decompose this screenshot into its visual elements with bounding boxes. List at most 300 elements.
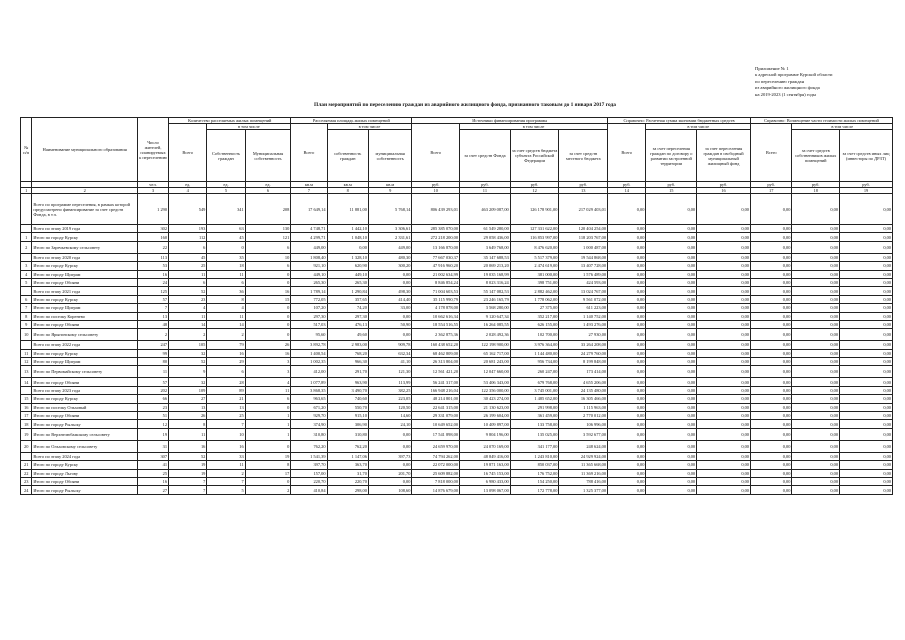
table-cell: 11 [207, 312, 245, 320]
table-cell: 41 [138, 461, 169, 469]
index-cell: 8 [327, 188, 368, 194]
table-cell: Всего по этапу 2020 года [32, 253, 138, 261]
header-group-count: Количество расселяемых жилых помещений [169, 118, 291, 124]
table-cell: 12 [138, 420, 169, 428]
table-cell: 0,00 [792, 386, 840, 394]
table-cell: 0,00 [646, 194, 697, 225]
index-cell: 4 [169, 188, 207, 194]
table-cell: 0,00 [751, 295, 792, 303]
table-cell: 8 [21, 312, 32, 320]
table-cell: 0,00 [751, 403, 792, 411]
table-cell: 48 849 416,00 [460, 452, 511, 460]
table-cell: 0 [245, 329, 291, 341]
appendix-line: из аварийного жилищного фонда [755, 85, 820, 91]
table-cell: 0,00 [792, 233, 840, 241]
table-cell: 0,00 [792, 329, 840, 341]
table-cell: Итого по городу Обояни [32, 412, 138, 420]
unit-cell: кв.м [327, 182, 368, 188]
table-cell: 106 996,00 [559, 420, 608, 428]
header-group-savings: Справочно: Расчетная сумма экономии бюджетных средств [608, 118, 751, 124]
table-cell: 36 [207, 287, 245, 295]
index-cell: 2 [32, 188, 138, 194]
table-cell: 30 423 274,00 [460, 395, 511, 403]
table-cell: 6 [245, 262, 291, 270]
index-cell: 13 [559, 188, 608, 194]
table-cell: 611 223,00 [559, 304, 608, 312]
table-cell: 0,00 [646, 270, 697, 278]
table-cell: 27 [138, 486, 169, 494]
table-cell: 176 752,00 [510, 469, 559, 477]
table-cell: 8 199 848,00 [559, 358, 608, 366]
table-cell: 0,00 [646, 395, 697, 403]
table-row [21, 486, 893, 494]
table-cell: 921,10 [291, 262, 327, 270]
unit-cell: ед. [207, 182, 245, 188]
table-cell: 1 485 652,00 [510, 395, 559, 403]
table-cell: 740,60 [327, 395, 368, 403]
table-cell: 963,65 [291, 395, 327, 403]
table-cell: 1 808,40 [291, 253, 327, 261]
header-inclusive: в том числе [792, 124, 893, 130]
table-cell: Итого по поселку Ольховый [32, 403, 138, 411]
table-cell: 16 [207, 349, 245, 357]
table-cell: 13 [169, 403, 207, 411]
table-cell: 0,00 [646, 349, 697, 357]
header-subject-budget: за счет средств бюджета субъекта Российской Федерации [510, 130, 559, 182]
table-cell: 125 [138, 287, 169, 295]
unit-cell: ед. [169, 182, 207, 188]
table-cell: 0,00 [840, 253, 893, 261]
table-cell: 0,00 [697, 262, 751, 270]
table-cell: 22 072 000,00 [412, 461, 460, 469]
table-cell: 113,99 [368, 378, 411, 386]
table-cell: 3 568 280,00 [460, 304, 511, 312]
table-cell: 357,65 [327, 295, 368, 303]
table-cell: 122 198 900,00 [460, 341, 511, 349]
table-cell: 61 549 280,00 [460, 225, 511, 233]
table-cell: 14 [21, 378, 32, 386]
table-cell: 0,00 [608, 420, 646, 428]
table-cell: 0,00 [646, 403, 697, 411]
table-cell: 0,00 [646, 233, 697, 241]
table-cell: 1 778 062,00 [510, 295, 559, 303]
table-cell: 13 407 728,00 [559, 262, 608, 270]
table-cell: 915,10 [327, 412, 368, 420]
document-title: План мероприятий по переселению граждан из аварийного жилищного фонда, признанного таковым до 1 января 2017 года [314, 102, 616, 108]
table-cell: 27 930,00 [559, 329, 608, 341]
table-cell: 19 035 168,99 [460, 270, 511, 278]
table-cell: 0,00 [751, 440, 792, 452]
table-cell: 21 [207, 395, 245, 403]
table-cell: 48 214 801,00 [412, 395, 460, 403]
table-cell: 0,00 [646, 378, 697, 386]
table-cell: 0,00 [608, 358, 646, 366]
table-cell: 265,30 [291, 278, 327, 286]
table-cell: 31,70 [327, 469, 368, 477]
table-cell: 19 [245, 452, 291, 460]
index-cell: 10 [412, 188, 460, 194]
table-cell: 2 [169, 329, 207, 341]
table-cell: 11 [245, 386, 291, 394]
table-cell: 0,00 [697, 341, 751, 349]
table-cell: Итого по городу Рыльску [32, 420, 138, 428]
table-cell: 9 561 072,00 [559, 295, 608, 303]
table-cell: 806 439 293,01 [412, 194, 460, 225]
table-cell: 105 [169, 341, 207, 349]
appendix-line: к адресной программе Курской области [755, 72, 833, 78]
table-cell [21, 225, 32, 233]
table-cell [21, 253, 32, 261]
table-cell: Итого по городу Обояни [32, 278, 138, 286]
table-cell: 0,00 [840, 486, 893, 494]
table-cell: 28 [207, 378, 245, 386]
table-cell: 10 409 897,00 [460, 420, 511, 428]
table-cell: 74 794 262,00 [412, 452, 460, 460]
table-cell: 0,00 [646, 304, 697, 312]
table-cell: 6 [207, 278, 245, 286]
table-cell: 1 400,54 [291, 349, 327, 357]
table-cell: 0,00 [697, 295, 751, 303]
appendix-line: Приложение № 1 [755, 66, 789, 71]
table-cell: 0,00 [368, 461, 411, 469]
table-cell: 0,00 [751, 225, 792, 233]
table-cell: 113 [138, 253, 169, 261]
table-cell: 31 [138, 440, 169, 452]
table-cell: 49,60 [327, 329, 368, 341]
header-group-area: Расселяемая площадь жилых помещений [291, 118, 412, 124]
table-cell: 10 662 616,34 [412, 312, 460, 320]
table-cell: 397,73 [368, 452, 411, 460]
table-cell: 0,00 [697, 278, 751, 286]
table-cell: 381 000,00 [510, 270, 559, 278]
table-cell [21, 386, 32, 394]
table-cell: 7 [169, 477, 207, 485]
table-cell: 80 [138, 358, 169, 366]
table-cell: 1 000 487,00 [559, 241, 608, 253]
index-cell: 6 [245, 188, 291, 194]
table-cell: 626 155,00 [510, 320, 559, 328]
table-cell: 0,00 [646, 312, 697, 320]
header-name: Наименование муниципального образования [32, 118, 138, 182]
table-cell: 0,00 [608, 428, 646, 440]
table-cell: 2 770 012,00 [559, 412, 608, 420]
table-cell: 11 881,00 [327, 194, 368, 225]
table-cell: 10 [21, 329, 32, 341]
table-cell: 24 279 760,00 [559, 349, 608, 357]
table-cell: 0,00 [608, 233, 646, 241]
table-cell: 0 [207, 241, 245, 253]
table-cell: 3 592 677,00 [559, 428, 608, 440]
table-row [21, 262, 893, 270]
table-cell: 297,30 [327, 312, 368, 320]
table-cell: 52 [169, 287, 207, 295]
table-cell: 10 [207, 428, 245, 440]
table-cell: 10 649 652,00 [412, 420, 460, 428]
table-cell: 108,60 [368, 486, 411, 494]
table-cell: 1 048,10 [327, 233, 368, 241]
table-cell: 16 [138, 477, 169, 485]
table-row [21, 428, 893, 440]
table-cell: 352 217,00 [510, 312, 559, 320]
table-cell: 0 [245, 440, 291, 452]
unit-cell: руб. [751, 182, 792, 188]
table-cell: 0,00 [697, 349, 751, 357]
table-row [21, 295, 893, 303]
table-cell: 0,00 [792, 395, 840, 403]
table-cell: 160 438 652,20 [412, 341, 460, 349]
table-cell: 0,00 [840, 469, 893, 477]
table-cell: 0,00 [751, 378, 792, 386]
table-cell: 23 [21, 477, 32, 485]
table-cell: Итого по городу Обояни [32, 320, 138, 328]
table-cell: 13 024 767,00 [559, 287, 608, 295]
table-cell: 0,00 [751, 469, 792, 477]
table-cell: 272 218 200,00 [412, 233, 460, 241]
table-cell [21, 341, 32, 349]
table-cell: 374,90 [291, 420, 327, 428]
table-cell: 0,00 [608, 320, 646, 328]
table-cell: 173 414,00 [559, 366, 608, 378]
table-cell: 0,00 [646, 287, 697, 295]
table-cell: 0,00 [792, 341, 840, 349]
table-cell: 0,00 [792, 469, 840, 477]
table-cell: 35 147 688,53 [460, 253, 511, 261]
table-cell: 398 751,00 [510, 278, 559, 286]
table-cell: 297,30 [291, 312, 327, 320]
header-ref-free-fund: за счет переселения граждан в свободный муниципальный жилищный фонд [697, 130, 751, 182]
unit-cell: руб. [412, 182, 460, 188]
header-area-citizens: собственность граждан [327, 130, 368, 182]
table-row [21, 477, 893, 485]
table-cell: 0,00 [646, 329, 697, 341]
table-cell: 788 416,00 [559, 477, 608, 485]
unit-cell: руб. [460, 182, 511, 188]
table-cell: 4 [21, 270, 32, 278]
table-cell: 24 070 169,00 [460, 440, 511, 452]
table-cell: 25 [169, 262, 207, 270]
table-cell: 0,00 [840, 428, 893, 440]
table-cell: 0,00 [697, 420, 751, 428]
table-cell: 0,00 [646, 295, 697, 303]
table-cell: 0,00 [697, 366, 751, 378]
table-cell: 0,00 [697, 194, 751, 225]
table-cell: 0,00 [840, 287, 893, 295]
table-cell: 52 [169, 358, 207, 366]
table-cell: 0,00 [608, 253, 646, 261]
table-cell: 549 [169, 194, 207, 225]
table-cell: 2 331,61 [368, 233, 411, 241]
index-cell: 9 [368, 188, 411, 194]
table-cell: 306,90 [327, 420, 368, 428]
table-cell: 15 [21, 395, 32, 403]
table-cell: 57 [138, 295, 169, 303]
table-cell: 63 [207, 225, 245, 233]
table-cell: 0,00 [840, 440, 893, 452]
table-cell: 0,00 [840, 452, 893, 460]
table-cell: 16 745 153,00 [460, 469, 511, 477]
table-cell: 0,00 [608, 241, 646, 253]
table-row [21, 304, 893, 312]
header-ref-owners: за счет средств собственников жилых помещений [792, 130, 840, 182]
table-cell: 632,34 [368, 349, 411, 357]
table-cell: 1 147,06 [327, 452, 368, 460]
table-cell: 247 [138, 341, 169, 349]
table-cell: 65 162 717,00 [460, 349, 511, 357]
table-cell: 6 [21, 295, 32, 303]
table-cell: 341 177,00 [510, 440, 559, 452]
table-cell: 20 [21, 440, 32, 452]
table-cell: 1 325 377,00 [559, 486, 608, 494]
index-cell: 5 [207, 188, 245, 194]
table-cell: 3 306,61 [368, 225, 411, 233]
table-cell: 414,40 [368, 295, 411, 303]
table-cell: 291 998,00 [510, 403, 559, 411]
table-cell: 0,00 [608, 366, 646, 378]
table-cell: 11 [21, 349, 32, 357]
table-cell: 0,00 [608, 378, 646, 386]
table-cell: 449,10 [291, 270, 327, 278]
table-cell: 25 609 882,00 [412, 469, 460, 477]
table-cell: 51 [138, 412, 169, 420]
table-cell: 4 178 878,00 [412, 304, 460, 312]
unit-cell: руб. [608, 182, 646, 188]
table-cell: 0,00 [840, 477, 893, 485]
table-cell: 133 758,00 [510, 420, 559, 428]
table-cell: 909,78 [368, 341, 411, 349]
table-cell: 1 290,84 [327, 287, 368, 295]
table-cell: 13 166 870,00 [412, 241, 460, 253]
table-cell: Итого по городу Обояни [32, 477, 138, 485]
table-cell: 850 037,00 [510, 461, 559, 469]
table-cell: 3 745 001,00 [510, 386, 559, 394]
table-cell: 11 [207, 461, 245, 469]
resettlement-table [20, 117, 893, 495]
table-cell: 26 199 604,00 [460, 412, 511, 420]
appendix-note [755, 66, 900, 98]
table-cell: 77 667 030,37 [412, 253, 460, 261]
table-cell: 410,84 [291, 486, 327, 494]
table-cell [21, 452, 32, 460]
table-cell: 14 [169, 320, 207, 328]
table-cell: 16 [245, 287, 291, 295]
table-cell: 220,70 [291, 477, 327, 485]
table-cell: 0,00 [840, 320, 893, 328]
table-cell: Итого по городу Курску [32, 461, 138, 469]
table-cell: 0,00 [646, 241, 697, 253]
table-cell: 0,00 [751, 233, 792, 241]
table-cell: 19 544 868,00 [559, 253, 608, 261]
table-cell: 2 882 462,00 [510, 287, 559, 295]
table-cell: 71 004 603,53 [412, 287, 460, 295]
index-cell: 19 [840, 188, 893, 194]
table-cell: 620,90 [327, 262, 368, 270]
table-cell: 0,00 [608, 341, 646, 349]
table-cell: 4 [245, 378, 291, 386]
unit-cell: руб. [840, 182, 893, 188]
table-cell: 768,20 [327, 349, 368, 357]
unit-cell: руб. [792, 182, 840, 188]
table-cell: 0,00 [792, 440, 840, 452]
table-cell: 32 [169, 378, 207, 386]
table-cell: 13 [138, 312, 169, 320]
table-cell: Итого по городу Курску [32, 295, 138, 303]
table-cell: 19 871 163,00 [460, 461, 511, 469]
table-cell: 0,00 [697, 412, 751, 420]
table-cell: 22 [138, 241, 169, 253]
table-cell: 20 069 213,20 [460, 262, 511, 270]
table-row [21, 440, 893, 452]
table-cell: 109 [169, 386, 207, 394]
table-cell: 0,00 [751, 358, 792, 366]
table-cell: 1 002,35 [291, 358, 327, 366]
table-cell: 160 [138, 233, 169, 241]
table-cell: 18 554 516,55 [412, 320, 460, 328]
table-cell: 0,00 [608, 486, 646, 494]
index-cell: 17 [751, 188, 792, 194]
table-cell: 341 [207, 194, 245, 225]
header-comp-total: Всего [751, 124, 792, 182]
table-cell: 0,00 [697, 241, 751, 253]
table-cell: Итого по городу Курску [32, 233, 138, 241]
unit-cell: кв.м [291, 182, 327, 188]
table-cell: 0,00 [792, 225, 840, 233]
unit-cell: руб. [646, 182, 697, 188]
table-cell: 0,00 [608, 440, 646, 452]
table-cell: 8 [169, 420, 207, 428]
table-cell: 11 365 668,00 [559, 461, 608, 469]
table-cell: 4 655 206,00 [559, 378, 608, 386]
table-cell: 0,00 [751, 320, 792, 328]
table-cell: 956 734,00 [510, 358, 559, 366]
table-cell: 135 025,00 [510, 428, 559, 440]
table-cell: 0,00 [751, 461, 792, 469]
table-cell: 53 [138, 262, 169, 270]
table-cell: 0,00 [751, 395, 792, 403]
table-cell: 0,00 [697, 287, 751, 295]
table-cell: 120 404 254,00 [559, 225, 608, 233]
table-cell: 35 [207, 253, 245, 261]
table-cell: 0,00 [368, 312, 411, 320]
table-cell: 33,00 [368, 304, 411, 312]
unit-cell: руб. [697, 182, 751, 188]
table-cell: 412,00 [291, 366, 327, 378]
table-cell: 22 641 315,00 [412, 403, 460, 411]
table-cell: 0,00 [608, 295, 646, 303]
table-cell: 45 [169, 253, 207, 261]
table-row [21, 241, 893, 253]
table-cell: 0,00 [646, 477, 697, 485]
table-cell: 24 659 970,00 [412, 440, 460, 452]
table-cell: 2 [138, 329, 169, 341]
table-cell: 29 331 079,00 [412, 412, 460, 420]
table-cell: 13 [207, 403, 245, 411]
table-cell: 260 247,00 [510, 366, 559, 378]
table-cell: 23 [169, 295, 207, 303]
table-cell: 2 028 492,36 [460, 329, 511, 341]
table-cell: 0,00 [646, 461, 697, 469]
table-cell: 0,00 [751, 253, 792, 261]
table-cell: 0,00 [608, 225, 646, 233]
header-people: Число жителей, планируемых к переселению [138, 118, 169, 182]
table-cell: 0,00 [608, 312, 646, 320]
table-cell: 0,00 [751, 270, 792, 278]
table-cell: Итого по Верхнелюбажскому сельсовету [32, 428, 138, 440]
table-cell: 0,00 [646, 262, 697, 270]
table-cell: 0 [245, 320, 291, 328]
table-cell: 26 [169, 412, 207, 420]
table-cell: 1 077,89 [291, 378, 327, 386]
table-row [21, 225, 893, 233]
